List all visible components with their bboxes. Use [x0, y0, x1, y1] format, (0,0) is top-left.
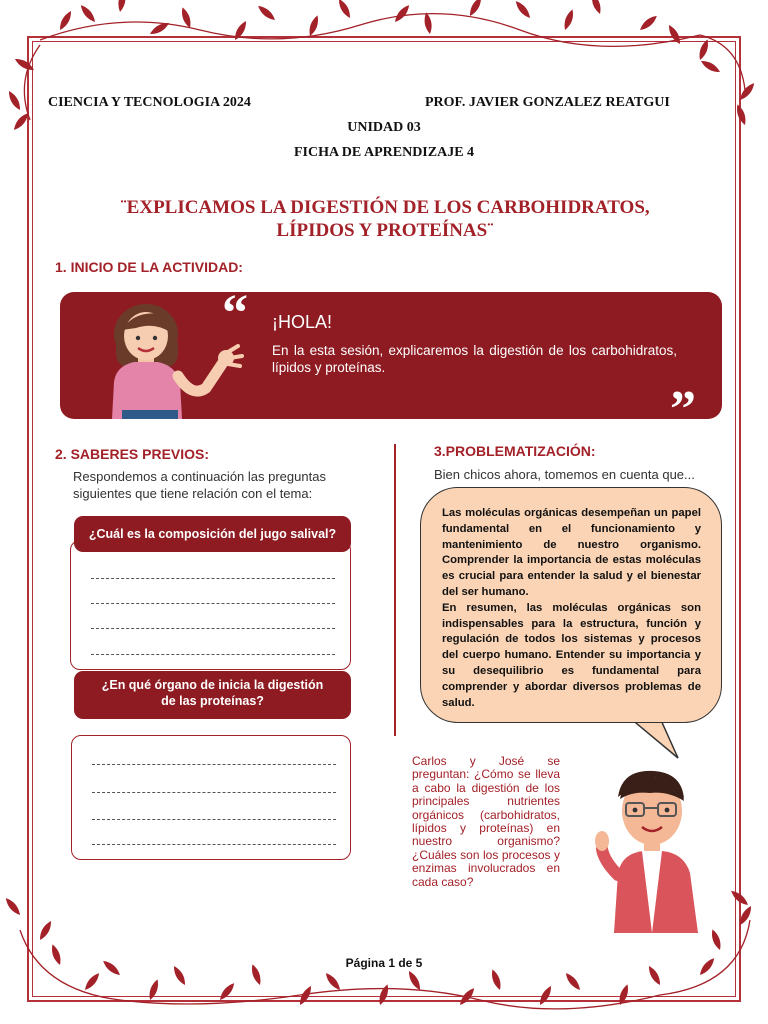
answer-line [91, 603, 335, 604]
vine-leaf-icon [82, 971, 101, 992]
answer-box-2[interactable] [71, 735, 351, 860]
vine-leaf-icon [537, 984, 554, 1006]
sheet-label: FICHA DE APRENDIZAJE 4 [293, 145, 475, 160]
vine-leaf-icon [737, 904, 754, 926]
vine-leaf-icon [563, 971, 582, 992]
vine-leaf-icon [729, 888, 750, 907]
vine-leaf-icon [147, 978, 161, 1001]
vine-leaf-icon [589, 0, 603, 15]
info-bubble [420, 487, 722, 723]
teacher-name: PROF. JAVIER GONZALEZ REATGUI [425, 95, 670, 110]
answer-line [92, 792, 336, 793]
vine-leaf-icon [423, 12, 433, 35]
vine-leaf-icon [37, 919, 54, 941]
vine-leaf-icon [6, 89, 23, 111]
vine-stem-icon [40, 14, 745, 90]
page-title-line2: LÍPIDOS Y PROTEÍNAS¨ [276, 220, 494, 241]
vine-leaf-icon [489, 968, 503, 991]
vine-leaf-icon [697, 38, 711, 61]
greeting-banner [60, 285, 722, 438]
section-heading-saberes: 2. SABERES PREVIOS: [55, 446, 210, 462]
section-heading-problematizacion: 3.PROBLEMATIZACIÓN: [434, 443, 596, 459]
vine-leaf-icon [513, 0, 532, 20]
page-title: ¨EXPLICAMOS LA DIGESTIÓN DE LOS CARBOHIDRATOS, [120, 197, 650, 218]
vine-leaf-icon [323, 971, 342, 992]
column-divider [394, 444, 396, 736]
problematizacion-intro: Bien chicos ahora, tomemos en cuenta que... [434, 467, 695, 482]
question-2: ¿En qué órgano de inicia la digestión de las proteínas? [74, 671, 351, 719]
guiding-question: Carlos y José se preguntan: ¿Cómo se lleva a cabo la digestión de los principales nutrientes orgánicos (carbohidratos, lípidos y proteínas) en nuestro organismo? ¿Cuáles son los procesos y enzimas involucrados en cada caso? [412, 754, 560, 889]
bubble-paragraph-1: Las moléculas orgánicas desempeñan un papel fundamental en el funcionamiento y mantenimiento de nuestro organismo. Comprender la importancia de estas moléculas es crucial para entender la salud y el bienestar del ser humano. [442, 507, 701, 598]
answer-line [92, 819, 336, 820]
answer-box-1[interactable] [70, 540, 351, 670]
vine-leaf-icon [457, 986, 476, 1007]
bubble-paragraph-2: En resumen, las moléculas orgánicas son indispensables para la estructura, función y regulación de todos los sistemas y procesos del cuerpo humano. Entender su importancia y su desequilibrio es fundamental para comprender y abordar diversos problemas de salud. [442, 601, 701, 709]
vine-stem-icon [24, 45, 40, 120]
vine-leaf-icon [699, 58, 721, 75]
vine-leaf-icon [3, 896, 22, 917]
answer-line [91, 578, 335, 579]
vine-leaf-icon [377, 983, 391, 1006]
close-quote-icon: ” [670, 381, 696, 438]
answer-line [92, 764, 336, 765]
vine-leaf-icon [256, 3, 277, 22]
answer-line [92, 844, 336, 845]
vine-leaf-icon [78, 3, 97, 24]
man-thinking-icon [588, 765, 716, 933]
greeting-title: ¡HOLA! [272, 312, 333, 332]
course-name: CIENCIA Y TECNOLOGIA 2024 [48, 95, 251, 110]
vine-leaf-icon [57, 9, 74, 31]
vine-leaf-icon [307, 14, 321, 37]
bubble-tail-icon [620, 718, 690, 764]
vine-leaf-icon [406, 969, 423, 991]
answer-line [91, 654, 335, 655]
question-1: ¿Cuál es la composición del jugo salival? [74, 516, 351, 552]
vine-leaf-icon [638, 13, 659, 32]
greeting-text: En la esta sesión, explicaremos la digestión de los carbohidratos, lípidos y proteínas. [272, 343, 677, 375]
saberes-intro: Respondemos a continuación las preguntas siguientes que tiene relación con el tema: [73, 469, 326, 501]
open-quote-icon: “ [222, 285, 248, 342]
vine-leaf-icon [117, 0, 127, 13]
vine-leaf-icon [336, 0, 353, 20]
section-heading-inicio: 1. INICIO DE LA ACTIVIDAD: [55, 259, 243, 275]
unit-label: UNIDAD 03 [347, 120, 421, 135]
vine-leaf-icon [467, 0, 484, 18]
answer-line [91, 628, 335, 629]
vine-leaf-icon [737, 81, 756, 102]
vine-leaf-icon [666, 23, 683, 45]
vine-leaf-icon [392, 3, 411, 24]
vine-leaf-icon [217, 981, 236, 1002]
vine-leaf-icon [562, 8, 576, 31]
page-number: Página 1 de 5 [345, 956, 423, 970]
